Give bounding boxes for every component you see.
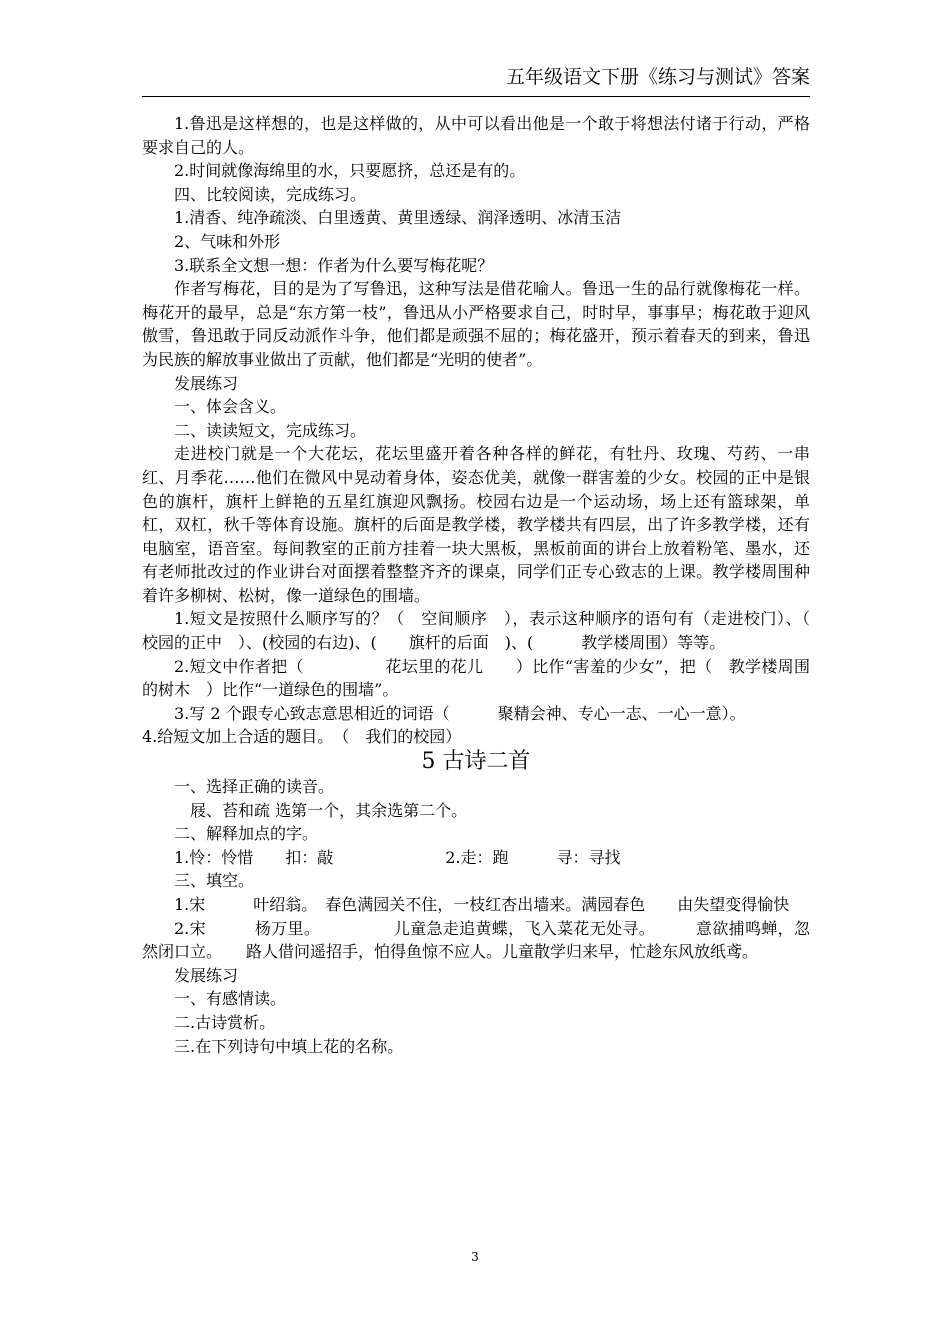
- section-heading: 一、有感情读。: [174, 989, 287, 1009]
- answer-paragraph: 1.鲁迅是这样想的，也是这样做的，从中可以看出他是一个敢于将想法付诸于行动，严格要求自己的人。: [142, 114, 810, 157]
- reading-passage: 走进校门就是一个大花坛，花坛里盛开着各种各样的鲜花，有牡丹、玫瑰、芍药、一串红、月季花……他们在微风中晃动着身体，姿态优美，就像一群害羞的少女。校园的正中是银色的旗杆，旗杆上鲜艳的五星红旗迎风飘扬。校园右边是一个运动场，场上还有篮球架，单杠，双杠，秋千等体育设施。旗杆的后面是教学楼，教学楼共有四层，出了许多教学楼，还有电脑室，语音室。每间教室的正前方挂着一块大黑板，黑板前面的讲台上放着粉笔、墨水，还有老师批改过的作业讲台对面摆着整整齐齐的课桌，同学们正专心致志的上课。教学楼周围种着许多柳树、松树，像一道绿色的围墙。: [142, 444, 810, 605]
- question-paragraph: 3.联系全文想一想：作者为什么要写梅花呢？: [174, 255, 494, 275]
- section-heading: 三.在下列诗句中填上花的名称。: [174, 1036, 404, 1056]
- answer-paragraph: 1.怜：怜惜 扣：敲 2.走：跑 寻：寻找: [174, 847, 621, 867]
- section-heading: 发展练习: [174, 373, 239, 393]
- section-heading: 四、比较阅读，完成练习。: [174, 184, 367, 204]
- section-heading: 二.古诗赏析。: [174, 1012, 276, 1032]
- section-heading: 三、填空。: [174, 871, 255, 891]
- section-heading: 发展练习: [174, 965, 239, 985]
- answer-paragraph: 4.给短文加上合适的题目。 （ 我们的校园）: [142, 727, 462, 747]
- page-number: 3: [471, 1250, 479, 1264]
- section-heading: 二、读读短文，完成练习。: [174, 420, 367, 440]
- page-body: [142, 112, 843, 1058]
- answer-paragraph: 屐、苔和疏 选第一个，其余选第二个。: [190, 800, 468, 820]
- answer-paragraph: 2.时间就像海绵里的水，只要愿挤，总还是有的。: [174, 161, 526, 181]
- answer-paragraph: 2.宋 杨万里。 儿童急走追黄蝶，飞入菜花无处寻。 意欲捕鸣蝉，忽然闭口立。 路人借问遥招手，怕得鱼惊不应人。儿童散学归来早，忙趁东风放纸鸢。: [142, 918, 810, 962]
- answer-paragraph: 1.清香、纯净疏淡、白里透黄、黄里透绿、润泽透明、冰清玉洁: [174, 208, 622, 228]
- answer-paragraph: 1.宋 叶绍翁。 春色满园关不住，一枝红杏出墙来。满园春色 由失望变得愉快: [174, 895, 790, 914]
- lesson-title: 5 古诗二首: [421, 749, 531, 775]
- answer-paragraph: 2.短文中作者把（ 花坛里的花儿 ）比作“害羞的少女”，把（ 教学楼周围的树木 ）比作“一道绿色的围墙”。: [142, 656, 810, 700]
- answer-paragraph: 2、气味和外形: [174, 231, 281, 251]
- header-rule: [142, 96, 810, 97]
- section-heading: 二、解释加点的字。: [174, 824, 319, 844]
- section-heading: 一、体会含义。: [174, 397, 287, 417]
- answer-paragraph: 作者写梅花，目的是为了写鲁迅，这种写法是借花喻人。鲁迅一生的品行就像梅花一样。梅花开的最早，总是“东方第一枝”，鲁迅从小严格要求自己，时时早，事事早；梅花敢于迎风傲雪，鲁迅敢于同反动派作斗争，他们都是顽强不屈的；梅花盛开，预示着春天的到来，鲁迅为民族的解放事业做出了贡献，他们都是“光明的使者”。: [142, 279, 810, 369]
- answer-paragraph: 3.写 2 个跟专心致志意思相近的词语（ 聚精会神、专心一志、一心一意）。: [174, 703, 746, 723]
- running-header: 五年级语文下册《练习与测试》答案: [505, 66, 810, 88]
- answer-paragraph: 1.短文是按照什么顺序写的？（ 空间顺序 ），表示这种顺序的语句有（走进校门）、（ 校园的正中 ）、(校园的右边)、( 旗杆的后面 )、( 教学楼周围）等等。: [142, 609, 843, 653]
- section-heading: 一、选择正确的读音。: [174, 777, 335, 797]
